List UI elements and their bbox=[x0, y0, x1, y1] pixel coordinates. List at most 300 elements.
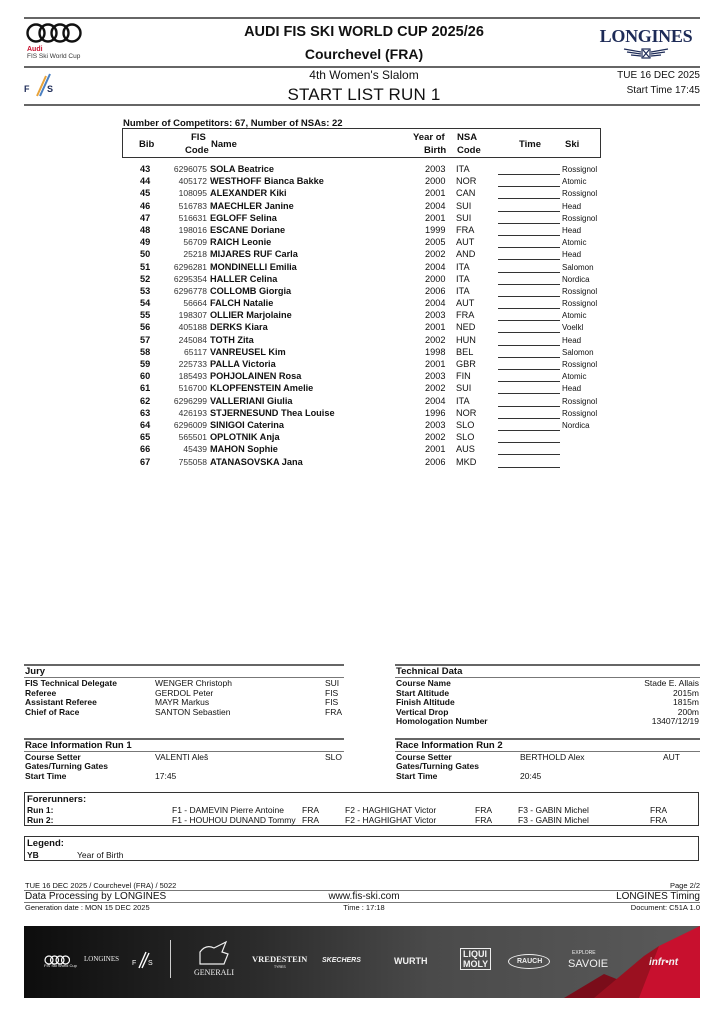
sponsor-audi-sub: FIS Ski World Cup bbox=[44, 963, 77, 968]
athlete-name: MAHON Sophie bbox=[210, 444, 278, 455]
year-of-birth: 2006 bbox=[425, 285, 446, 296]
year-of-birth: 1998 bbox=[425, 346, 446, 357]
athlete-name: WESTHOFF Bianca Bakke bbox=[210, 176, 324, 187]
forerunner-1: F1 - HOUHOU DUNAND Tommy bbox=[172, 815, 296, 825]
run2-course-setter-label: Course Setter bbox=[396, 752, 452, 762]
nsa-code: SUI bbox=[456, 200, 472, 211]
ski-brand: Head bbox=[562, 201, 582, 211]
year-of-birth: 2004 bbox=[425, 200, 446, 211]
fis-code: 245084 bbox=[178, 334, 207, 345]
bib-number: 50 bbox=[140, 249, 151, 260]
technical-data-value: Stade E. Allais bbox=[644, 678, 699, 688]
athlete-name: OLLIER Marjolaine bbox=[210, 310, 292, 321]
time-blank-line bbox=[498, 373, 560, 382]
start-list-row bbox=[122, 371, 612, 383]
fis-code: 45439 bbox=[183, 444, 207, 455]
jury-role: Chief of Race bbox=[25, 706, 80, 717]
jury-title: Jury bbox=[25, 666, 46, 677]
start-list-header bbox=[122, 128, 601, 158]
time-blank-line bbox=[498, 300, 560, 309]
bib-number: 48 bbox=[140, 224, 151, 235]
forerunner-run-label: Run 2: bbox=[27, 815, 54, 825]
run1-title: Race Information Run 1 bbox=[25, 740, 132, 751]
year-of-birth: 2004 bbox=[425, 298, 446, 309]
fis-code: 405188 bbox=[178, 322, 207, 333]
forerunner-3-nation: FRA bbox=[650, 805, 667, 815]
nsa-code: AUT bbox=[456, 298, 475, 309]
sponsor-savoie: SAVOIE bbox=[568, 958, 609, 970]
run1-gates-label: Gates/Turning Gates bbox=[25, 761, 108, 771]
sponsor-fis-icon bbox=[132, 950, 154, 970]
bib-number: 45 bbox=[140, 188, 151, 199]
ski-brand: Atomic bbox=[562, 372, 587, 382]
athlete-name: EGLOFF Selina bbox=[210, 212, 277, 223]
bib-number: 55 bbox=[140, 310, 151, 321]
start-list-row bbox=[122, 310, 612, 322]
ski-brand: Rossignol bbox=[562, 165, 598, 174]
jury-member-name: WENGER Christoph bbox=[155, 678, 232, 688]
legend-box bbox=[24, 836, 699, 861]
bib-number: 49 bbox=[140, 237, 151, 248]
sponsor-skechers: SKECHERS bbox=[322, 957, 361, 964]
column-header-fis-code: Code bbox=[185, 145, 209, 156]
start-list-row bbox=[122, 201, 612, 213]
year-of-birth: 2000 bbox=[425, 176, 446, 187]
jury-member-name: SANTON Sebastien bbox=[155, 706, 231, 717]
audi-subtitle: FIS Ski World Cup bbox=[27, 53, 81, 60]
bib-number: 44 bbox=[140, 176, 151, 187]
technical-data-label: Homologation Number bbox=[396, 716, 488, 727]
time-blank-line bbox=[498, 324, 560, 333]
athlete-name: KLOPFENSTEIN Amelie bbox=[210, 383, 314, 394]
run1-course-setter-label: Course Setter bbox=[25, 752, 81, 762]
athlete-name: ATANASOVSKA Jana bbox=[210, 456, 303, 467]
column-header-birth: Birth bbox=[424, 145, 447, 156]
footer-document: Document: C51A 1.0 bbox=[630, 903, 700, 912]
time-blank-line bbox=[498, 349, 560, 358]
competitor-summary: Number of Competitors: 67, Number of NSAs: 22 bbox=[123, 118, 343, 129]
nsa-code: SLO bbox=[456, 419, 475, 430]
start-list-row bbox=[122, 347, 612, 359]
start-list-row bbox=[122, 225, 612, 237]
athlete-name: FALCH Natalie bbox=[210, 298, 274, 309]
year-of-birth: 2001 bbox=[425, 322, 446, 333]
start-list-row bbox=[122, 213, 612, 225]
nsa-code: NED bbox=[456, 322, 476, 333]
forerunner-1: F1 - DAMEVIN Pierre Antoine bbox=[172, 805, 284, 815]
forerunner-3: F3 - GABIN Michel bbox=[518, 805, 589, 815]
svg-text:F: F bbox=[24, 84, 30, 94]
forerunners-title: Forerunners: bbox=[27, 794, 87, 805]
sponsor-audi-logo bbox=[44, 952, 77, 970]
event-name: 4th Women's Slalom bbox=[309, 68, 419, 82]
ski-brand: Atomic bbox=[562, 238, 587, 248]
footer-data-processing: Data Processing by LONGINES bbox=[25, 891, 167, 902]
start-list-row bbox=[122, 432, 612, 444]
start-list-row bbox=[122, 274, 612, 286]
jury-member-nation: FIS bbox=[325, 687, 339, 698]
fis-code: 108095 bbox=[178, 188, 207, 199]
fis-code: 426193 bbox=[178, 407, 207, 418]
nsa-code: NOR bbox=[456, 176, 477, 187]
fis-code: 198307 bbox=[178, 310, 207, 321]
year-of-birth: 2002 bbox=[425, 432, 446, 443]
run2-course-setter-nation: AUT bbox=[663, 752, 680, 762]
start-list-row bbox=[122, 286, 612, 298]
athlete-name: MAECHLER Janine bbox=[210, 200, 294, 211]
run1-course-setter-nation: SLO bbox=[325, 752, 343, 762]
technical-data-label: Finish Altitude bbox=[396, 697, 455, 708]
time-blank-line bbox=[498, 410, 560, 419]
athlete-name: TOTH Zita bbox=[210, 334, 254, 345]
year-of-birth: 2001 bbox=[425, 212, 446, 223]
start-list-row bbox=[122, 322, 612, 334]
athlete-name: DERKS Kiara bbox=[210, 322, 268, 333]
athlete-name: VALLERIANI Giulia bbox=[210, 395, 293, 406]
ski-brand: Nordica bbox=[562, 420, 590, 430]
time-blank-line bbox=[498, 434, 560, 443]
ski-brand: Rossignol bbox=[562, 360, 598, 369]
athlete-name: MONDINELLI Emilia bbox=[210, 261, 297, 272]
sponsor-explore: EXPLORE bbox=[572, 950, 596, 956]
column-header-fis: FIS bbox=[191, 132, 206, 143]
legend-title: Legend: bbox=[27, 838, 64, 849]
column-header-year-of: Year of bbox=[413, 132, 445, 143]
year-of-birth: 2001 bbox=[425, 188, 446, 199]
column-header-time: Time bbox=[519, 139, 542, 150]
athlete-name: COLLOMB Giorgia bbox=[210, 285, 292, 296]
athlete-name: RAICH Leonie bbox=[210, 237, 272, 248]
event-start-time: Start Time 17:45 bbox=[626, 85, 700, 96]
sponsor-wurth: WURTH bbox=[394, 956, 428, 966]
forerunner-1-nation: FRA bbox=[302, 805, 319, 815]
bib-number: 56 bbox=[140, 322, 151, 333]
forerunners-box bbox=[24, 792, 699, 826]
fis-code: 405172 bbox=[178, 176, 207, 187]
fis-code: 25218 bbox=[183, 249, 207, 260]
nsa-code: SUI bbox=[456, 383, 472, 394]
longines-wings-icon bbox=[622, 46, 670, 60]
ski-brand: Atomic bbox=[562, 311, 587, 321]
fis-code: 65117 bbox=[183, 346, 207, 357]
sponsor-moly: MOLY bbox=[463, 959, 489, 969]
bib-number: 47 bbox=[140, 212, 151, 223]
start-list-row bbox=[122, 237, 612, 249]
bib-number: 59 bbox=[140, 359, 151, 369]
year-of-birth: 2002 bbox=[425, 334, 446, 345]
technical-data-value: 2015m bbox=[673, 687, 699, 698]
time-blank-line bbox=[498, 264, 560, 273]
time-blank-line bbox=[498, 312, 560, 321]
nsa-code: NOR bbox=[456, 407, 477, 418]
year-of-birth: 2001 bbox=[425, 359, 446, 369]
ski-brand: Atomic bbox=[562, 177, 587, 187]
svg-text:S: S bbox=[47, 84, 54, 94]
nsa-code: CAN bbox=[456, 188, 476, 199]
run1-start-time: 17:45 bbox=[155, 771, 177, 781]
competition-title: AUDI FIS SKI WORLD CUP 2025/26 bbox=[244, 24, 484, 40]
jury-top-rule bbox=[24, 664, 344, 666]
start-list-row bbox=[122, 176, 612, 188]
sponsor-longines: LONGINES bbox=[84, 955, 119, 963]
bib-number: 54 bbox=[140, 298, 151, 309]
technical-data-value: 13407/12/19 bbox=[651, 716, 699, 727]
fis-code: 56709 bbox=[183, 237, 207, 248]
bib-number: 67 bbox=[140, 456, 151, 467]
header-bottom-rule bbox=[24, 104, 700, 106]
run2-course-setter: BERTHOLD Alex bbox=[520, 752, 585, 762]
nsa-code: SUI bbox=[456, 212, 472, 223]
sponsor-rauch-logo bbox=[508, 954, 550, 969]
longines-logo bbox=[592, 26, 700, 62]
athlete-name: VANREUSEL Kim bbox=[210, 346, 286, 357]
time-blank-line bbox=[498, 239, 560, 248]
athlete-name: SINIGOI Caterina bbox=[210, 419, 285, 430]
bib-number: 43 bbox=[140, 164, 151, 174]
time-blank-line bbox=[498, 227, 560, 236]
nsa-code: ITA bbox=[456, 395, 470, 406]
nsa-code: HUN bbox=[456, 334, 476, 345]
year-of-birth: 2003 bbox=[425, 371, 446, 382]
athlete-name: POHJOLAINEN Rosa bbox=[210, 371, 302, 382]
forerunner-2-nation: FRA bbox=[475, 815, 492, 825]
nsa-code: BEL bbox=[456, 346, 474, 357]
fis-code: 755058 bbox=[178, 456, 207, 467]
footer-page-number: Page 2/2 bbox=[669, 881, 700, 890]
svg-text:F: F bbox=[132, 960, 137, 967]
sponsor-generali: GENERALI bbox=[194, 968, 234, 977]
time-blank-line bbox=[498, 422, 560, 431]
fis-code: 516700 bbox=[178, 383, 207, 394]
run1-course-setter: VALENTI Aleš bbox=[155, 752, 209, 762]
time-blank-line bbox=[498, 215, 560, 224]
legend-meaning: Year of Birth bbox=[77, 850, 124, 860]
athlete-name: STJERNESUND Thea Louise bbox=[210, 407, 335, 418]
ski-brand: Head bbox=[562, 225, 582, 235]
time-blank-line bbox=[498, 385, 560, 394]
audi-brand-text: Audi bbox=[27, 46, 43, 53]
sponsor-liqui-moly-logo bbox=[460, 948, 491, 970]
athlete-name: SOLA Beatrice bbox=[210, 164, 274, 174]
fis-code: 56664 bbox=[183, 298, 207, 309]
nsa-code: SLO bbox=[456, 432, 475, 443]
sponsor-vredestein-sub: TYRES bbox=[274, 965, 286, 969]
jury-member-nation: FRA bbox=[325, 706, 342, 717]
bib-number: 52 bbox=[140, 273, 151, 284]
bib-number: 66 bbox=[140, 444, 151, 455]
footer-time: Time : 17:18 bbox=[343, 903, 385, 912]
year-of-birth: 2003 bbox=[425, 164, 446, 174]
nsa-code: ITA bbox=[456, 261, 470, 272]
nsa-code: GBR bbox=[456, 359, 476, 369]
ski-brand: Rossignol bbox=[562, 213, 598, 223]
athlete-name: MIJARES RUF Carla bbox=[210, 249, 298, 260]
bib-number: 46 bbox=[140, 200, 151, 211]
nsa-code: FRA bbox=[456, 224, 475, 235]
bib-number: 53 bbox=[140, 285, 151, 296]
run2-start-time: 20:45 bbox=[520, 771, 542, 781]
start-list-row bbox=[122, 164, 612, 176]
time-blank-line bbox=[498, 166, 560, 175]
forerunner-2: F2 - HAGHIGHAT Victor bbox=[345, 815, 437, 825]
fis-code: 6295354 bbox=[173, 273, 207, 284]
fis-code: 516783 bbox=[178, 200, 207, 211]
footer-event-reference: TUE 16 DEC 2025 / Courchevel (FRA) / 5022 bbox=[25, 881, 177, 890]
technical-data-value: 200m bbox=[677, 706, 699, 717]
ski-brand: Salomon bbox=[562, 262, 594, 272]
year-of-birth: 2003 bbox=[425, 419, 446, 430]
start-list-row bbox=[122, 188, 612, 200]
column-header-nsa: NSA bbox=[457, 132, 478, 143]
bib-number: 63 bbox=[140, 407, 151, 418]
year-of-birth: 2001 bbox=[425, 444, 446, 455]
nsa-code: AUS bbox=[456, 444, 475, 455]
footer-timing: LONGINES Timing bbox=[616, 891, 700, 902]
technical-data-label: Start Altitude bbox=[396, 687, 450, 698]
jury-member-name: MAYR Markus bbox=[155, 697, 210, 708]
jury-role: Assistant Referee bbox=[25, 697, 97, 708]
bib-number: 64 bbox=[140, 419, 151, 430]
list-title: START LIST RUN 1 bbox=[287, 85, 441, 104]
time-blank-line bbox=[498, 288, 560, 297]
footer-website-link[interactable]: www.fis-ski.com bbox=[328, 891, 400, 902]
jury-member-nation: SUI bbox=[325, 678, 340, 688]
legend-key: YB bbox=[27, 850, 39, 860]
forerunner-2-nation: FRA bbox=[475, 805, 492, 815]
year-of-birth: 1996 bbox=[425, 407, 446, 418]
svg-text:S: S bbox=[148, 960, 153, 967]
jury-role: Referee bbox=[25, 687, 57, 698]
run1-start-time-label: Start Time bbox=[25, 771, 67, 781]
fis-code: 516631 bbox=[178, 212, 207, 223]
start-list-rows bbox=[122, 164, 612, 469]
ski-brand: Rossignol bbox=[562, 286, 598, 296]
fis-code: 565501 bbox=[178, 432, 207, 443]
year-of-birth: 1999 bbox=[425, 224, 446, 235]
technical-data-value: 1815m bbox=[673, 697, 699, 708]
nsa-code: FRA bbox=[456, 310, 475, 321]
sponsor-vredestein: VREDESTEIN bbox=[252, 954, 308, 964]
ski-brand: Head bbox=[562, 335, 582, 345]
sponsor-infront: infr•nt bbox=[649, 957, 679, 968]
nsa-code: ITA bbox=[456, 273, 470, 284]
bib-number: 51 bbox=[140, 261, 151, 272]
ski-brand: Rossignol bbox=[562, 408, 598, 418]
nsa-code: AND bbox=[456, 249, 476, 260]
athlete-name: PALLA Victoria bbox=[210, 359, 276, 369]
start-list-row bbox=[122, 457, 612, 469]
time-blank-line bbox=[498, 276, 560, 285]
ski-brand: Head bbox=[562, 384, 582, 394]
fis-code: 6296075 bbox=[173, 164, 207, 174]
technical-data-label: Vertical Drop bbox=[396, 706, 449, 717]
bib-number: 60 bbox=[140, 371, 151, 382]
fis-code: 198016 bbox=[178, 224, 207, 235]
jury-member-nation: FIS bbox=[325, 697, 339, 708]
start-list-row bbox=[122, 262, 612, 274]
ski-brand: Salomon bbox=[562, 347, 594, 357]
time-blank-line bbox=[498, 190, 560, 199]
technical-data-title: Technical Data bbox=[396, 666, 463, 677]
sponsor-rauch: RAUCH bbox=[517, 958, 543, 965]
time-blank-line bbox=[498, 398, 560, 407]
time-blank-line bbox=[498, 337, 560, 346]
time-blank-line bbox=[498, 459, 560, 468]
forerunner-3: F3 - GABIN Michel bbox=[518, 815, 589, 825]
nsa-code: AUT bbox=[456, 237, 475, 248]
fis-code: 225733 bbox=[178, 359, 207, 369]
run2-gates-label: Gates/Turning Gates bbox=[396, 761, 479, 771]
start-list-row bbox=[122, 408, 612, 420]
year-of-birth: 2006 bbox=[425, 456, 446, 467]
nsa-code: ITA bbox=[456, 164, 470, 174]
year-of-birth: 2003 bbox=[425, 310, 446, 321]
forerunner-run-label: Run 1: bbox=[27, 805, 54, 815]
start-list-row bbox=[122, 396, 612, 408]
ski-brand: Voelkl bbox=[562, 323, 584, 333]
longines-wordmark: LONGINES bbox=[599, 26, 693, 46]
sponsor-liqui: LIQUI bbox=[463, 949, 487, 959]
column-header-ski: Ski bbox=[565, 139, 580, 150]
footer-generation-date: Generation date : MON 15 DEC 2025 bbox=[25, 903, 150, 912]
event-date: TUE 16 DEC 2025 bbox=[617, 70, 700, 81]
forerunner-3-nation: FRA bbox=[650, 815, 667, 825]
jury-role: FIS Technical Delegate bbox=[25, 678, 117, 688]
sponsor-divider bbox=[170, 940, 171, 978]
fis-code: 185493 bbox=[178, 371, 207, 382]
run2-title: Race Information Run 2 bbox=[396, 740, 503, 751]
start-list-row bbox=[122, 420, 612, 432]
header-top-rule bbox=[24, 17, 700, 19]
athlete-name: ALEXANDER Kiki bbox=[210, 188, 287, 199]
year-of-birth: 2002 bbox=[425, 249, 446, 260]
fis-code: 6296281 bbox=[173, 261, 207, 272]
technical-data-label: Course Name bbox=[396, 678, 451, 688]
bib-number: 57 bbox=[140, 334, 151, 345]
fis-code: 6296299 bbox=[173, 395, 207, 406]
year-of-birth: 2004 bbox=[425, 395, 446, 406]
year-of-birth: 2000 bbox=[425, 273, 446, 284]
nsa-code: FIN bbox=[456, 371, 471, 382]
start-list-row bbox=[122, 444, 612, 456]
start-list-row bbox=[122, 383, 612, 395]
athlete-name: HALLER Celina bbox=[210, 273, 278, 284]
forerunner-2: F2 - HAGHIGHAT Victor bbox=[345, 805, 437, 815]
start-list-row bbox=[122, 359, 612, 371]
fis-code: 6296778 bbox=[173, 285, 207, 296]
ski-brand: Rossignol bbox=[562, 189, 598, 199]
column-header-nsa-code: Code bbox=[457, 145, 481, 156]
run2-start-time-label: Start Time bbox=[396, 771, 438, 781]
athlete-name: ESCANE Doriane bbox=[210, 224, 286, 235]
sponsor-generali-lion-icon bbox=[196, 940, 232, 966]
time-blank-line bbox=[498, 446, 560, 455]
ski-brand: Head bbox=[562, 250, 582, 260]
jury-member-name: GERDOL Peter bbox=[155, 687, 214, 698]
year-of-birth: 2002 bbox=[425, 383, 446, 394]
ski-brand: Rossignol bbox=[562, 299, 598, 309]
ski-brand: Rossignol bbox=[562, 396, 598, 406]
year-of-birth: 2004 bbox=[425, 261, 446, 272]
start-list-row bbox=[122, 298, 612, 310]
year-of-birth: 2005 bbox=[425, 237, 446, 248]
nsa-code: ITA bbox=[456, 285, 470, 296]
start-list-row bbox=[122, 249, 612, 261]
bib-number: 61 bbox=[140, 383, 151, 394]
time-blank-line bbox=[498, 178, 560, 187]
column-header-name: Name bbox=[211, 139, 237, 150]
bib-number: 58 bbox=[140, 346, 151, 357]
